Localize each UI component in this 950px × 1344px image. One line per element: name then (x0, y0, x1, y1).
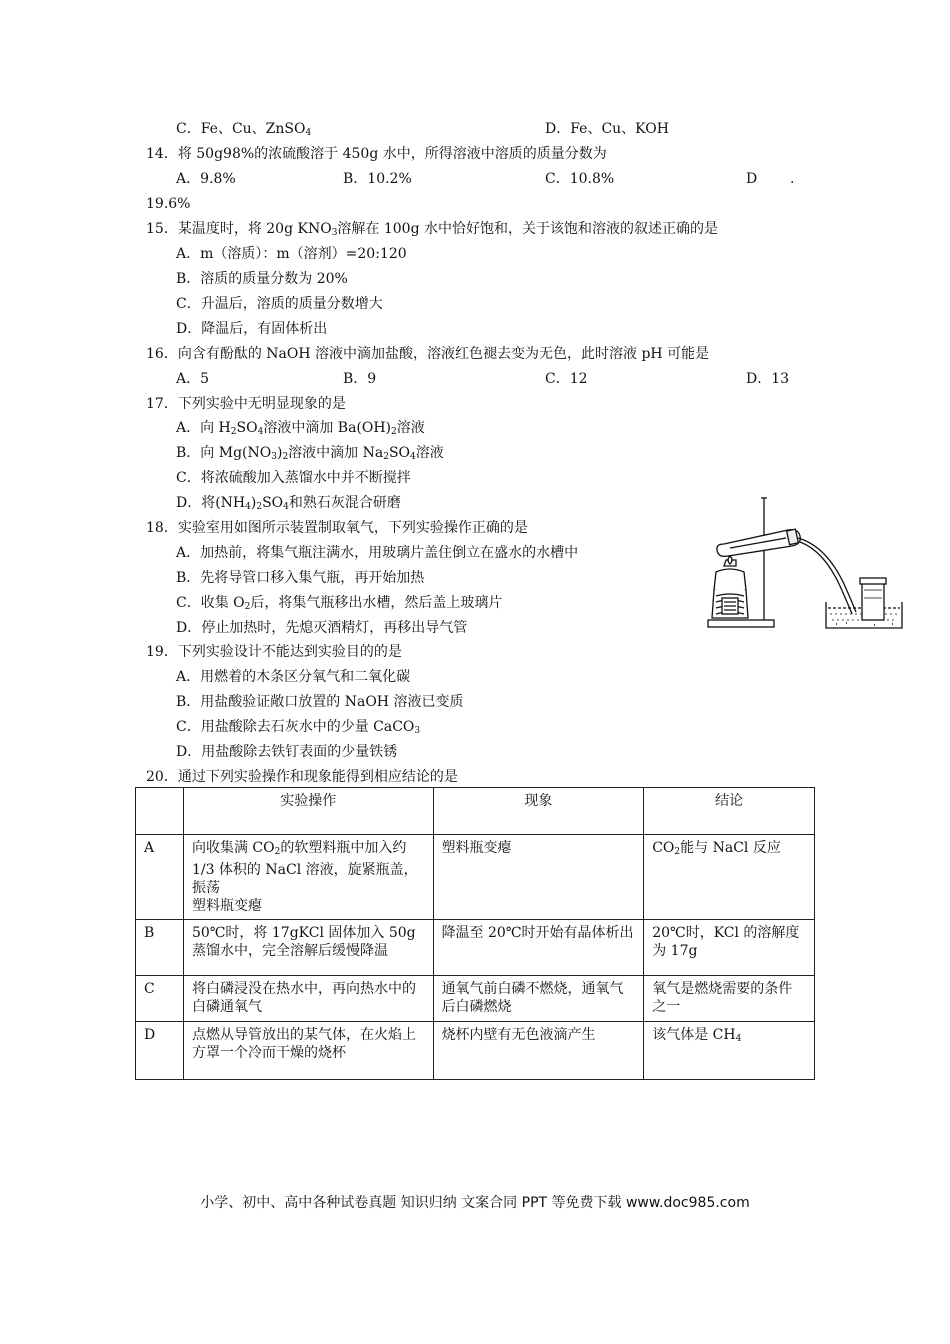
row-label: B (136, 920, 184, 976)
table-header-row (136, 788, 815, 835)
q17-option-b: B．向 $Mg(NO_3)_2$溶液中滴加 $Na_2SO_4$溶液 (176, 445, 444, 462)
oxygen-apparatus-figure (706, 494, 906, 634)
q16-option-c: C．12 (545, 371, 588, 387)
row-phenomenon: 通氧气前白磷不燃烧，通氧气后白磷燃烧 (433, 976, 644, 1022)
row-label: C (136, 976, 184, 1022)
q15-option-b: B．溶质的质量分数为 20% (176, 271, 348, 287)
q20-table (135, 787, 815, 1080)
q15-option-a: A．m（溶质）：m（溶剂）=20:120 (176, 246, 407, 262)
q14-option-c: C．10.8% (545, 171, 615, 187)
table-header-cell: 结论 (644, 788, 815, 835)
row-conclusion: 20℃时，KCl 的溶解度为 17g (644, 920, 815, 976)
q19-option-c: C．用盐酸除去石灰水中的少量 CaCO$_3$ (176, 719, 421, 736)
q18-option-a: A．加热前，将集气瓶注满水，用玻璃片盖住倒立在盛水的水槽中 (176, 545, 579, 561)
q14-stem: 14．将 50g98%的浓硫酸溶于 450g 水中，所得溶液中溶质的质量分数为 (146, 146, 607, 162)
q19-stem: 19．下列实验设计不能达到实验目的的是 (146, 644, 402, 660)
q15-stem: 15．某温度时，将 20g $KNO_3$溶解在 100g 水中恰好饱和，关于该饱和溶液的叙述正确的是 (146, 221, 719, 238)
page-footer: 小学、初中、高中各种试卷真题 知识归纳 文案合同 PPT 等免费下载 www.doc985.com (200, 1195, 750, 1211)
q17-option-d: D．将$(NH_4)_2SO_4$和熟石灰混合研磨 (176, 495, 401, 512)
table-row (136, 1022, 815, 1080)
table-row (136, 920, 815, 976)
table-row (136, 835, 815, 920)
q18-stem: 18．实验室用如图所示装置制取氧气，下列实验操作正确的是 (146, 520, 528, 536)
q15-option-c: C．升温后，溶质的质量分数增大 (176, 296, 383, 312)
q17-stem: 17．下列实验中无明显现象的是 (146, 396, 346, 412)
row-label: D (136, 1022, 184, 1080)
row-operation: 点燃从导管放出的某气体，在火焰上方罩一个冷而干燥的烧杯 (183, 1022, 433, 1080)
q14-option-d-dot: . (790, 171, 795, 187)
q16-option-b: B．9 (343, 371, 377, 387)
q17-option-a: A．向 $H_2SO_4$溶液中滴加 $Ba(OH)_2$溶液 (176, 420, 425, 437)
q14-option-d: D (746, 171, 758, 187)
table-header-cell: 现象 (433, 788, 644, 835)
q14-option-a: A．9.8% (176, 171, 236, 187)
table-header-cell: 实验操作 (183, 788, 433, 835)
row-phenomenon: 塑料瓶变瘪 (433, 835, 644, 920)
row-label: A (136, 835, 184, 920)
q18-option-d: D．停止加热时，先熄灭酒精灯，再移出导气管 (176, 620, 468, 636)
q19-option-a: A．用燃着的木条区分氧气和二氧化碳 (176, 669, 411, 685)
q16-option-d: D．13 (746, 371, 790, 387)
q19-option-b: B．用盐酸验证敞口放置的 NaOH 溶液已变质 (176, 694, 464, 710)
q19-option-d: D．用盐酸除去铁钉表面的少量铁锈 (176, 744, 398, 760)
q13-option-d: D．Fe、Cu、KOH (545, 121, 669, 137)
q15-option-d: D．降温后，有固体析出 (176, 321, 328, 337)
row-phenomenon: 烧杯内壁有无色液滴产生 (433, 1022, 644, 1080)
table-row (136, 976, 815, 1022)
q18-option-c: C．收集 $O_2$后，将集气瓶移出水槽，然后盖上玻璃片 (176, 595, 503, 612)
row-operation: 将白磷浸没在热水中，再向热水中的白磷通氧气 (183, 976, 433, 1022)
q20-stem: 20．通过下列实验操作和现象能得到相应结论的是 (146, 769, 458, 785)
q14-option-b: B．10.2% (343, 171, 412, 187)
q16-option-a: A．5 (176, 371, 210, 387)
table-header-cell (136, 788, 184, 835)
q14-option-d-continued: 19.6% (146, 196, 191, 212)
row-conclusion: 该气体是 $CH_4$ (644, 1022, 815, 1080)
row-operation: 50℃时，将 17gKCl 固体加入 50g 蒸馏水中，完全溶解后缓慢降温 (183, 920, 433, 976)
q17-option-c: C．将浓硫酸加入蒸馏水中并不断搅拌 (176, 470, 411, 486)
q16-stem: 16．向含有酚酞的 NaOH 溶液中滴加盐酸，溶液红色褪去变为无色，此时溶液 pH 可能是 (146, 346, 710, 362)
row-conclusion: $CO_2$能与 NaCl 反应 (644, 835, 815, 920)
row-operation: 向收集满 $CO_2$的软塑料瓶中加入约 1/3 体积的 NaCl 溶液，旋紧瓶盖，振荡 塑料瓶变瘪 (183, 835, 433, 920)
q13-option-c: C．Fe、Cu、ZnSO$_4$ (176, 121, 312, 138)
row-phenomenon: 降温至 20℃时开始有晶体析出 (433, 920, 644, 976)
q18-option-b: B．先将导管口移入集气瓶，再开始加热 (176, 570, 425, 586)
row-conclusion: 氧气是燃烧需要的条件之一 (644, 976, 815, 1022)
